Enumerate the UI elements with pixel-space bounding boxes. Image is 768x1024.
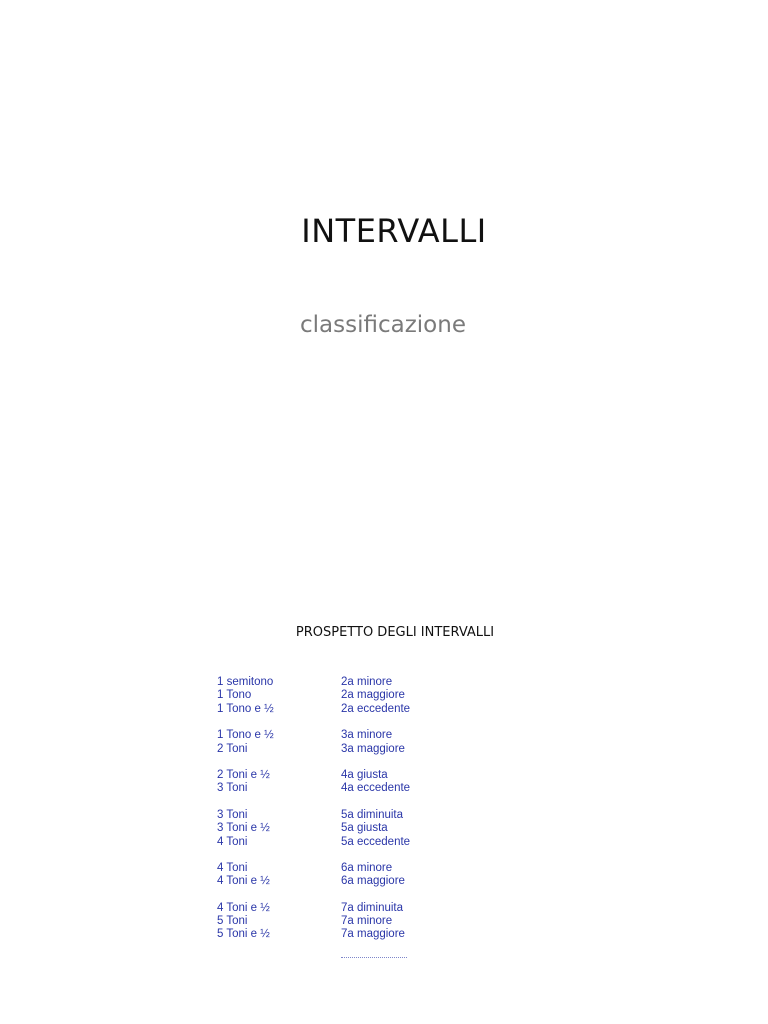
tones-cell: 3 Toni [217,808,248,821]
interval-cell: 2a eccedente [341,702,411,715]
interval-cell: 2a maggiore [341,689,405,702]
table-row [217,902,477,915]
table-row [217,822,477,835]
interval-cell: 3a maggiore [341,742,405,755]
page-title: INTERVALLI [301,212,487,250]
table-row [217,928,477,941]
interval-cell: 2a minore [341,676,393,688]
page-subtitle: classificazione [300,312,466,338]
tones-cell: 5 Toni [217,915,248,928]
tones-cell: 2 Toni e ½ [217,768,270,781]
interval-group [217,862,477,889]
table-row [217,862,477,875]
interval-group [217,809,477,849]
tones-cell: 3 Toni e ½ [217,822,270,835]
interval-cell: 7a diminuita [341,901,404,914]
table-row [217,809,477,822]
tones-cell: 1 Tono [217,689,252,702]
table-row [217,769,477,782]
table-row [217,915,477,928]
table-row [217,875,477,888]
tones-cell: 1 Tono e ½ [217,702,274,715]
interval-group [217,676,477,716]
table-row [217,836,477,849]
tones-cell: 1 Tono e ½ [217,729,274,742]
tones-cell: 5 Toni e ½ [217,928,270,941]
tones-cell: 2 Toni [217,742,248,755]
interval-cell: 4a eccedente [341,782,411,795]
tones-cell: 4 Toni e ½ [217,875,270,888]
interval-cell: 4a giusta [341,768,388,781]
tones-cell: 1 semitono [217,676,274,688]
table-row [217,782,477,795]
interval-cell: 7a maggiore [341,928,405,941]
tones-cell: 3 Toni [217,782,248,795]
table-row [217,729,477,742]
table-row [217,703,477,716]
table-row [217,689,477,702]
table-row [217,676,477,689]
interval-cell: 5a diminuita [341,808,404,821]
interval-cell: 5a giusta [341,822,388,835]
table-row [217,743,477,756]
section-heading: PROSPETTO DEGLI INTERVALLI [295,625,495,640]
interval-cell: 6a maggiore [341,875,405,888]
interval-cell: 3a minore [341,729,393,742]
tones-cell: 4 Toni [217,861,248,874]
interval-group [217,769,477,796]
interval-group [217,902,477,942]
interval-table [217,676,477,955]
interval-cell: 7a minore [341,915,393,928]
interval-cell: 6a minore [341,861,393,874]
interval-group [217,729,477,756]
tones-cell: 4 Toni [217,835,248,848]
interval-cell: 5a eccedente [341,835,411,848]
cut-off-row-fragment [341,955,407,959]
tones-cell: 4 Toni e ½ [217,901,270,914]
